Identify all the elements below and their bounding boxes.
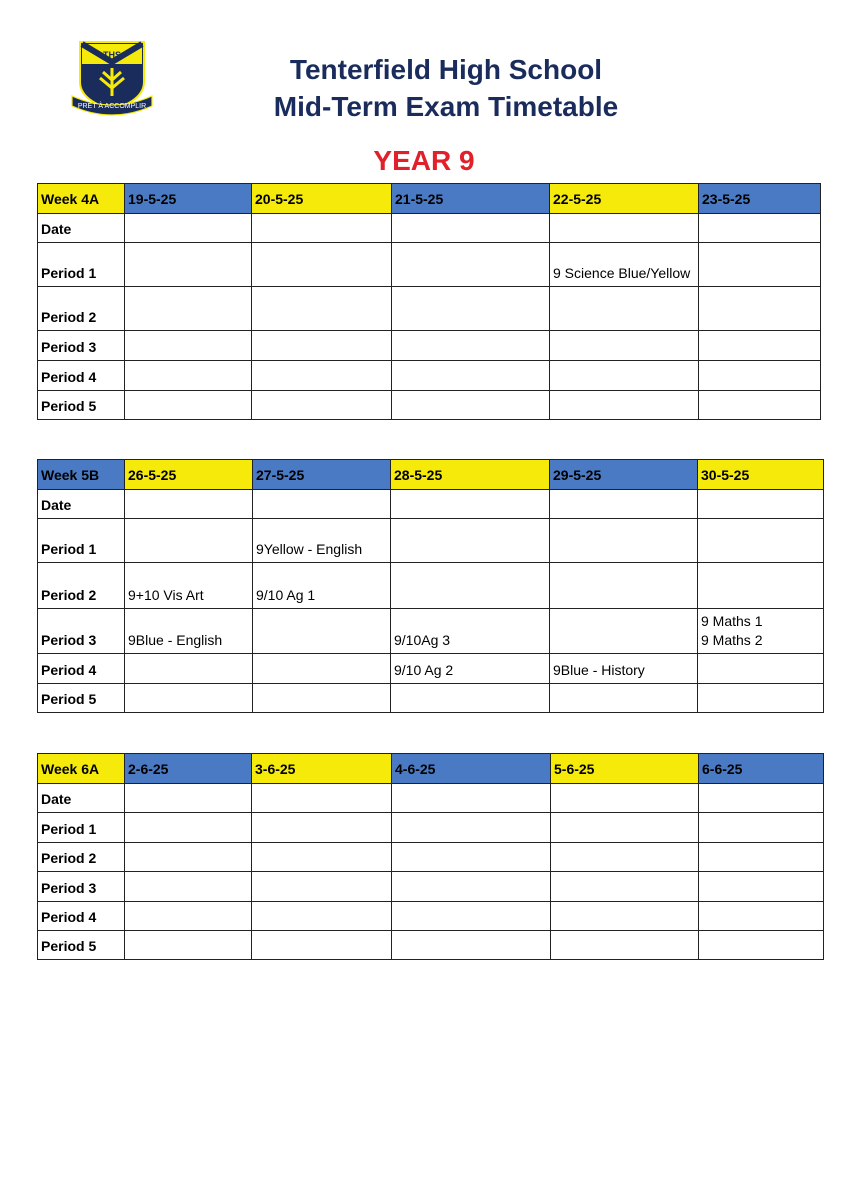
date-header: 20-5-25 (252, 184, 392, 214)
exam-cell (392, 214, 550, 243)
exam-entry: 9 Maths 1 (701, 613, 763, 629)
exam-cell (125, 654, 253, 684)
exam-cell (252, 813, 392, 843)
date-header: 22-5-25 (550, 184, 699, 214)
table-row (38, 902, 824, 931)
row-label: Period 1 (38, 813, 125, 843)
exam-cell (699, 287, 821, 331)
crest-letters: THS (103, 50, 121, 60)
date-header: 5-6-25 (551, 754, 699, 784)
exam-cell (551, 843, 699, 872)
exam-cell (392, 391, 550, 420)
exam-cell (550, 331, 699, 361)
exam-cell (551, 872, 699, 902)
table-row (38, 391, 821, 420)
exam-cell (252, 843, 392, 872)
exam-cell (253, 490, 391, 519)
exam-cell (392, 784, 551, 813)
exam-cell (252, 391, 392, 420)
exam-cell (699, 214, 821, 243)
date-header: 23-5-25 (699, 184, 821, 214)
document-title: Mid-Term Exam Timetable (273, 91, 619, 122)
exam-cell (125, 902, 252, 931)
exam-cell (391, 684, 550, 713)
exam-cell (125, 391, 252, 420)
table-row (38, 931, 824, 960)
exam-cell: 9Blue - English (125, 609, 253, 654)
year-heading: YEAR 9 (373, 145, 475, 176)
row-label: Date (38, 490, 125, 519)
exam-cell (252, 902, 392, 931)
exam-cell (699, 784, 824, 813)
exam-cell (698, 609, 824, 654)
exam-cell (698, 654, 824, 684)
exam-cell (125, 813, 252, 843)
table-row (38, 490, 824, 519)
exam-cell (252, 931, 392, 960)
table-row (38, 563, 824, 609)
row-label: Period 3 (38, 331, 125, 361)
table-row (38, 331, 821, 361)
table-row (38, 784, 824, 813)
school-crest-logo (70, 38, 154, 118)
exam-cell (392, 243, 550, 287)
row-label: Period 5 (38, 391, 125, 420)
exam-cell (550, 609, 698, 654)
exam-cell (699, 931, 824, 960)
date-header: 4-6-25 (392, 754, 551, 784)
exam-cell (698, 684, 824, 713)
exam-cell (252, 872, 392, 902)
exam-cell (391, 490, 550, 519)
exam-cell (253, 609, 391, 654)
exam-cell: 9/10Ag 3 (391, 609, 550, 654)
exam-cell (699, 243, 821, 287)
exam-cell (252, 361, 392, 391)
exam-cell (699, 902, 824, 931)
exam-cell (252, 243, 392, 287)
table-row (38, 684, 824, 713)
exam-cell (253, 684, 391, 713)
row-label: Period 5 (38, 684, 125, 713)
exam-cell (125, 931, 252, 960)
exam-cell (252, 784, 392, 813)
exam-cell (392, 361, 550, 391)
header-row (38, 754, 824, 784)
exam-cell (550, 490, 698, 519)
exam-cell (550, 684, 698, 713)
exam-cell (392, 331, 550, 361)
table-row (38, 813, 824, 843)
row-label: Period 2 (38, 843, 125, 872)
exam-cell (125, 331, 252, 361)
exam-cell (252, 214, 392, 243)
exam-cell (699, 391, 821, 420)
row-label: Period 4 (38, 361, 125, 391)
exam-cell (252, 287, 392, 331)
exam-cell (253, 654, 391, 684)
row-label: Period 4 (38, 654, 125, 684)
exam-cell (699, 331, 821, 361)
exam-cell: 9Yellow - English (253, 519, 391, 563)
date-header: 29-5-25 (550, 460, 698, 490)
exam-cell (125, 243, 252, 287)
exam-cell (550, 391, 699, 420)
exam-cell (125, 784, 252, 813)
week-label: Week 4A (38, 184, 125, 214)
row-label: Date (38, 784, 125, 813)
exam-cell (550, 214, 699, 243)
table-row (38, 843, 824, 872)
exam-cell (550, 287, 699, 331)
date-header: 21-5-25 (392, 184, 550, 214)
row-label: Period 3 (38, 609, 125, 654)
date-header: 30-5-25 (698, 460, 824, 490)
exam-cell (392, 287, 550, 331)
exam-cell (550, 361, 699, 391)
exam-cell: 9/10 Ag 2 (391, 654, 550, 684)
exam-cell (698, 490, 824, 519)
table-row (38, 243, 821, 287)
exam-cell (125, 519, 253, 563)
table-row (38, 287, 821, 331)
timetable-week-5b (37, 459, 824, 713)
exam-cell (391, 519, 550, 563)
exam-cell: 9/10 Ag 1 (253, 563, 391, 609)
table-row (38, 361, 821, 391)
exam-cell: 9 Science Blue/Yellow (550, 243, 699, 287)
exam-cell (125, 287, 252, 331)
exam-cell (551, 784, 699, 813)
date-header: 6-6-25 (699, 754, 824, 784)
exam-cell (125, 684, 253, 713)
exam-cell (391, 563, 550, 609)
exam-entry: 9 Maths 2 (701, 632, 763, 648)
table-row (38, 609, 824, 654)
row-label: Period 1 (38, 519, 125, 563)
exam-cell (550, 563, 698, 609)
exam-cell (551, 902, 699, 931)
date-header: 2-6-25 (125, 754, 252, 784)
crest-motto: PRÊT À ACCOMPLIR (77, 103, 147, 110)
exam-cell (392, 813, 551, 843)
row-label: Period 2 (38, 287, 125, 331)
exam-cell (392, 843, 551, 872)
date-header: 27-5-25 (253, 460, 391, 490)
week-label: Week 5B (38, 460, 125, 490)
exam-cell (699, 361, 821, 391)
exam-cell: 9Blue - History (550, 654, 698, 684)
school-name: Tenterfield High School (289, 54, 603, 85)
exam-cell (550, 519, 698, 563)
timetable-week-6a (37, 753, 824, 960)
date-header: 28-5-25 (391, 460, 550, 490)
row-label: Period 4 (38, 902, 125, 931)
exam-cell (699, 813, 824, 843)
exam-cell (392, 902, 551, 931)
exam-cell (125, 872, 252, 902)
date-header: 3-6-25 (252, 754, 392, 784)
exam-cell (698, 563, 824, 609)
header-row (38, 184, 821, 214)
timetable-week-4a (37, 183, 821, 420)
date-header: 19-5-25 (125, 184, 252, 214)
row-label: Period 1 (38, 243, 125, 287)
exam-cell (252, 331, 392, 361)
table-row (38, 872, 824, 902)
row-label: Period 5 (38, 931, 125, 960)
table-row (38, 654, 824, 684)
row-label: Period 3 (38, 872, 125, 902)
exam-cell (699, 843, 824, 872)
exam-cell (125, 843, 252, 872)
row-label: Period 2 (38, 563, 125, 609)
exam-cell (699, 872, 824, 902)
exam-cell (551, 931, 699, 960)
exam-cell (698, 519, 824, 563)
exam-cell (551, 813, 699, 843)
table-row (38, 519, 824, 563)
week-label: Week 6A (38, 754, 125, 784)
table-row (38, 214, 821, 243)
exam-cell (392, 931, 551, 960)
exam-cell: 9+10 Vis Art (125, 563, 253, 609)
exam-cell (125, 361, 252, 391)
header-row (38, 460, 824, 490)
exam-cell (125, 214, 252, 243)
row-label: Date (38, 214, 125, 243)
date-header: 26-5-25 (125, 460, 253, 490)
exam-cell (125, 490, 253, 519)
exam-cell (392, 872, 551, 902)
